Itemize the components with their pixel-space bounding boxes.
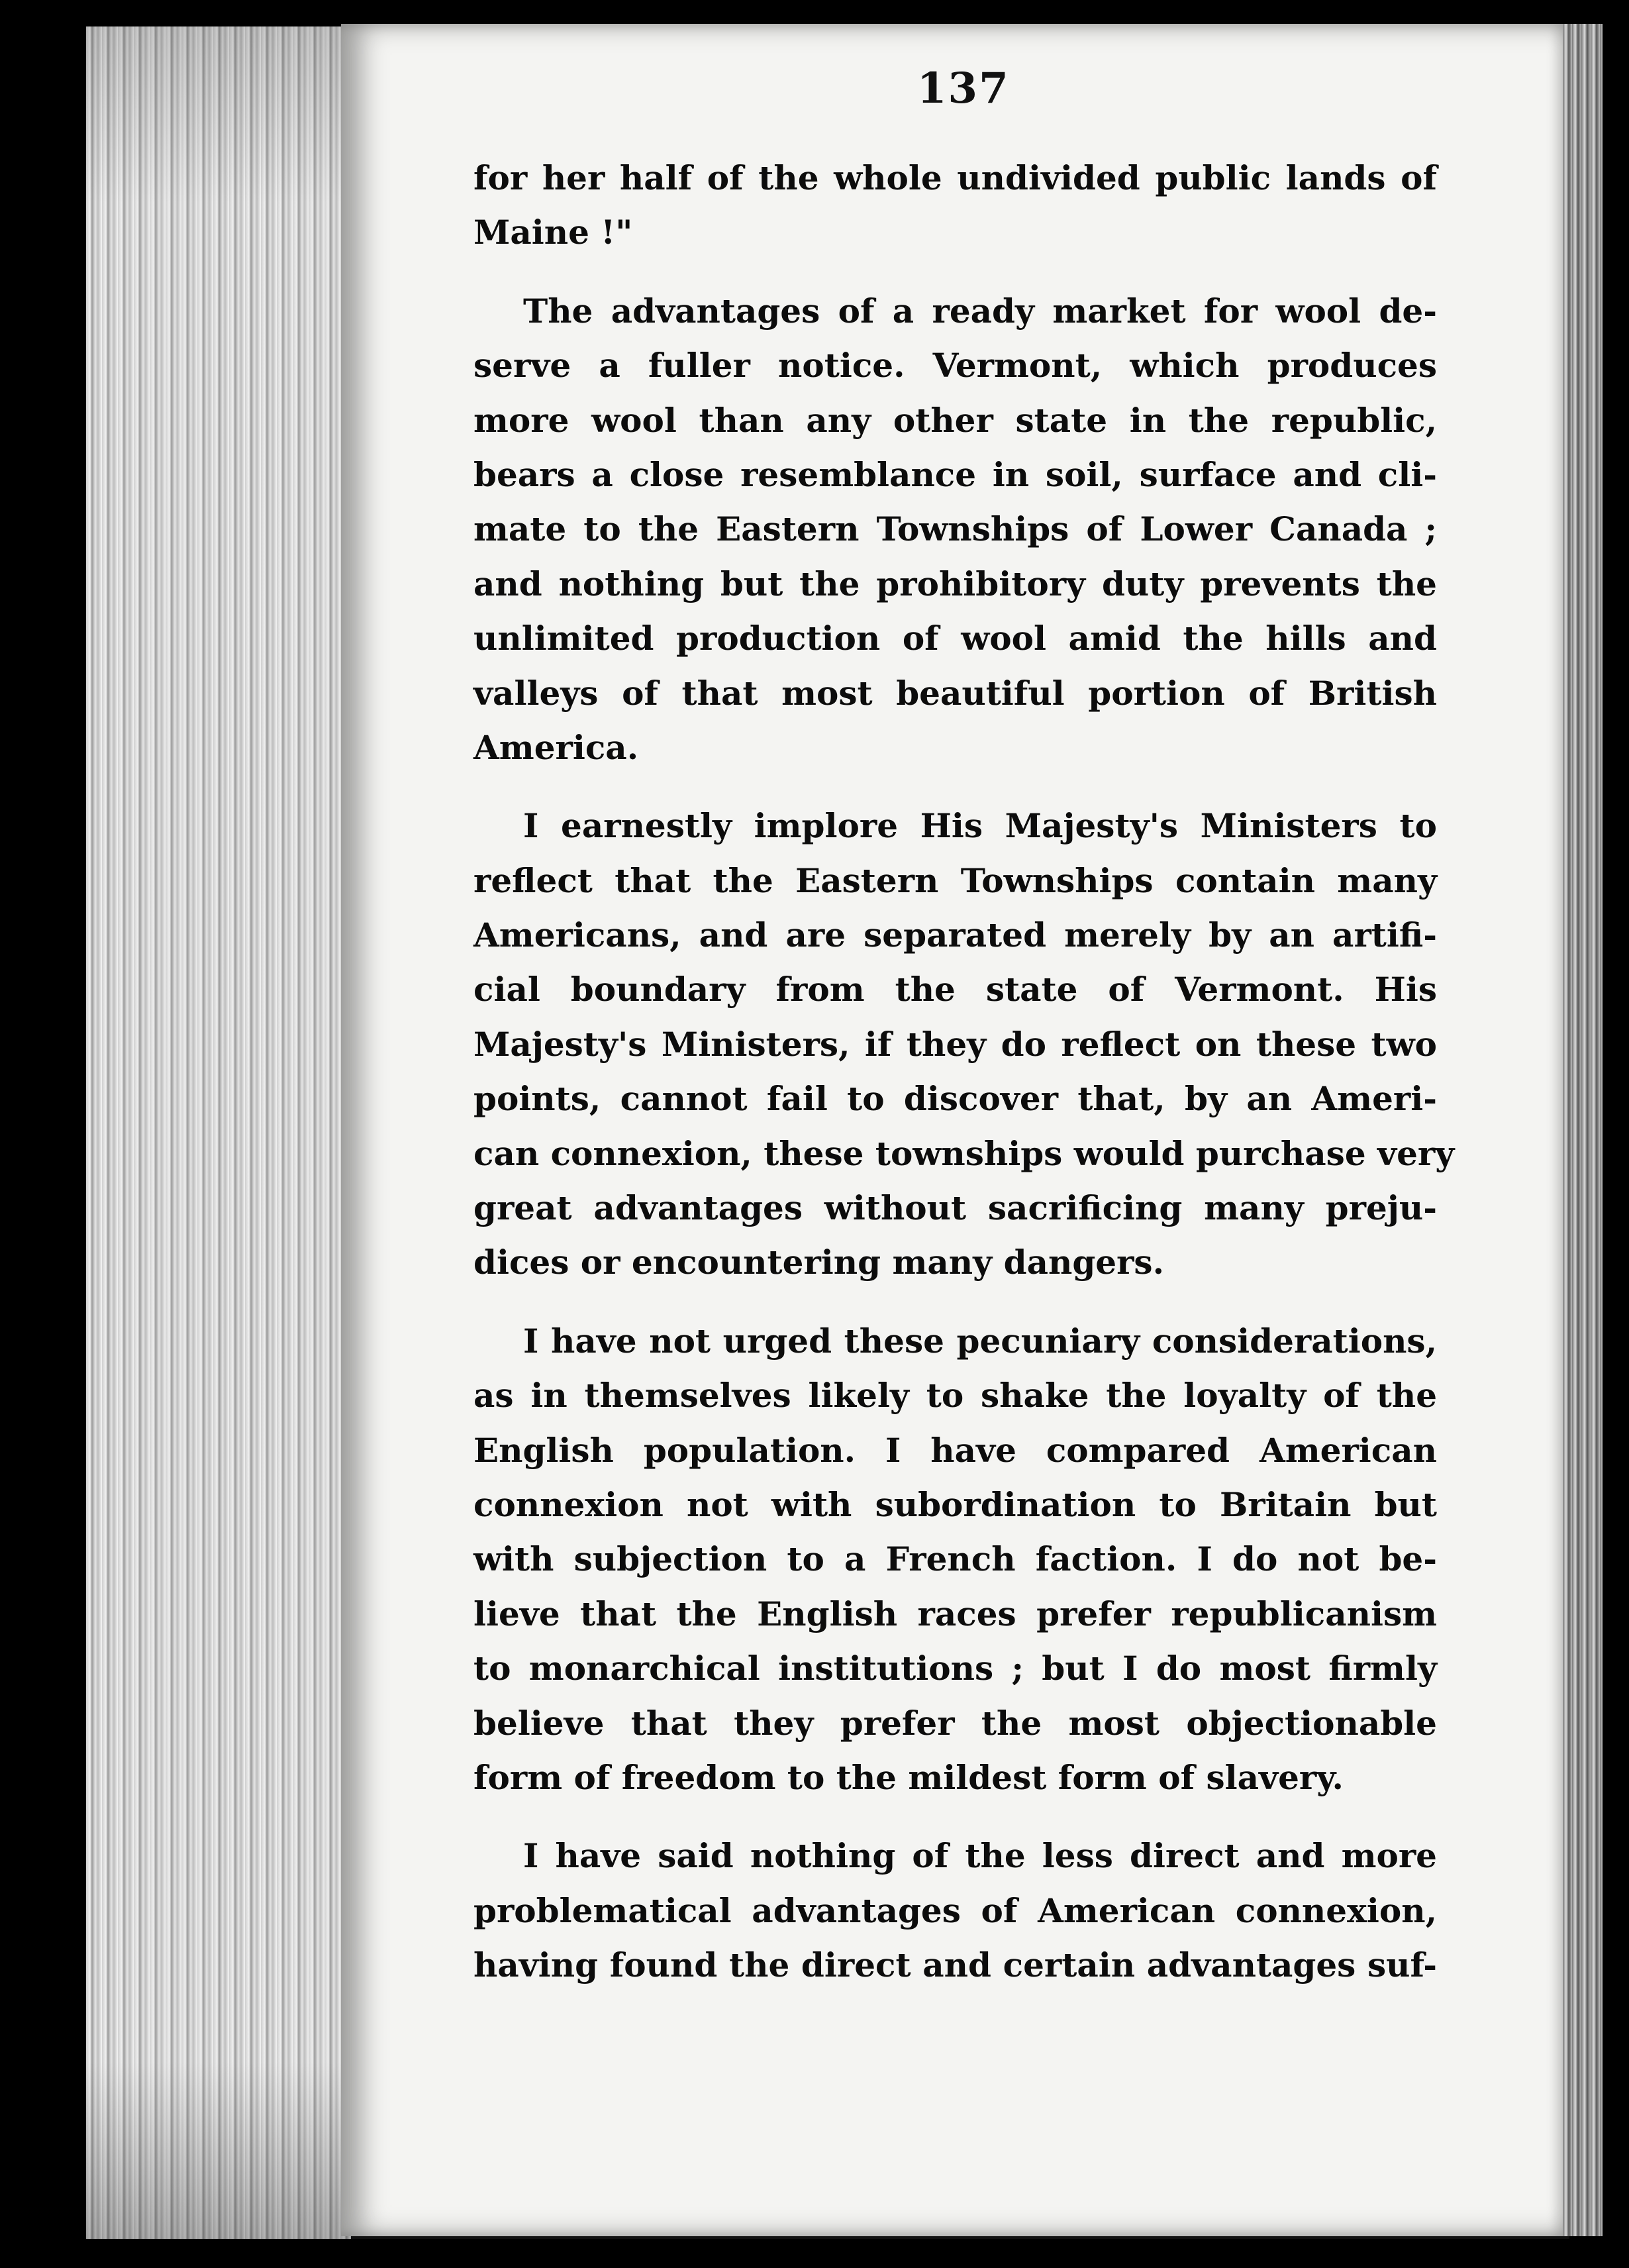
paragraph <box>473 1829 1437 1992</box>
text-line: mate to the Eastern Townships of Lower Canada ; <box>473 509 1437 549</box>
text-line: problematical advantages of American connexion, <box>473 1890 1437 1930</box>
text-line: I earnestly implore His Majesty's Ministers to <box>523 806 1437 846</box>
text-line: form of freedom to the mildest form of slavery. <box>473 1757 1344 1797</box>
text-line: valleys of that most beautiful portion of British <box>473 673 1437 713</box>
paragraph <box>473 799 1455 1290</box>
text-line: I have not urged these pecuniary considerations, <box>523 1321 1437 1361</box>
text-line: for her half of the whole undivided public lands of <box>473 158 1437 197</box>
text-line: believe that they prefer the most objectionable <box>473 1703 1437 1743</box>
text-line: with subjection to a French faction. I do not be- <box>473 1539 1437 1579</box>
text-line: bears a close resemblance in soil, surface and cli- <box>473 454 1437 494</box>
text-line: The advantages of a ready market for wool de- <box>523 291 1437 331</box>
text-line: English population. I have compared American <box>473 1430 1437 1470</box>
text-line: lieve that the English races prefer republicanism <box>473 1594 1437 1633</box>
text-line: as in themselves likely to shake the loyalty of the <box>473 1376 1437 1416</box>
page-edges <box>86 26 351 2239</box>
text-line: I have said nothing of the less direct and more <box>523 1836 1437 1876</box>
text-line: Majesty's Ministers, if they do reflect on these two <box>473 1024 1437 1064</box>
text-line: more wool than any other state in the republic, <box>473 400 1437 440</box>
text-line: great advantages without sacrificing many preju- <box>473 1188 1437 1228</box>
text-line: having found the direct and certain advantages suf- <box>473 1945 1437 1985</box>
text-line: reflect that the Eastern Townships contain many <box>473 860 1437 900</box>
right-page-edge <box>1563 24 1603 2236</box>
text-line: Americans, and are separated merely by an artifi- <box>473 915 1437 955</box>
text-line: cial boundary from the state of Vermont. His <box>473 970 1437 1009</box>
paragraph <box>473 151 1437 260</box>
text-line: can connexion, these townships would purchase very <box>473 1133 1455 1173</box>
paragraph <box>473 284 1437 776</box>
text-line: serve a fuller notice. Vermont, which produces <box>473 346 1437 386</box>
text-line: and nothing but the prohibitory duty prevents the <box>473 564 1437 603</box>
text-line: connexion not with subordination to Britain but <box>473 1484 1437 1524</box>
paragraph <box>473 1314 1437 1806</box>
body-text <box>473 151 1455 1993</box>
page-number: 137 <box>917 64 1010 113</box>
text-line: Maine !" <box>473 213 633 252</box>
text-line: dices or encountering many dangers. <box>473 1243 1164 1282</box>
text-line: unlimited production of wool amid the hills and <box>473 619 1437 658</box>
text-line: points, cannot fail to discover that, by an Ameri- <box>473 1079 1437 1119</box>
text-line: to monarchical institutions ; but I do most firmly <box>473 1649 1437 1688</box>
text-line: America. <box>473 727 639 767</box>
